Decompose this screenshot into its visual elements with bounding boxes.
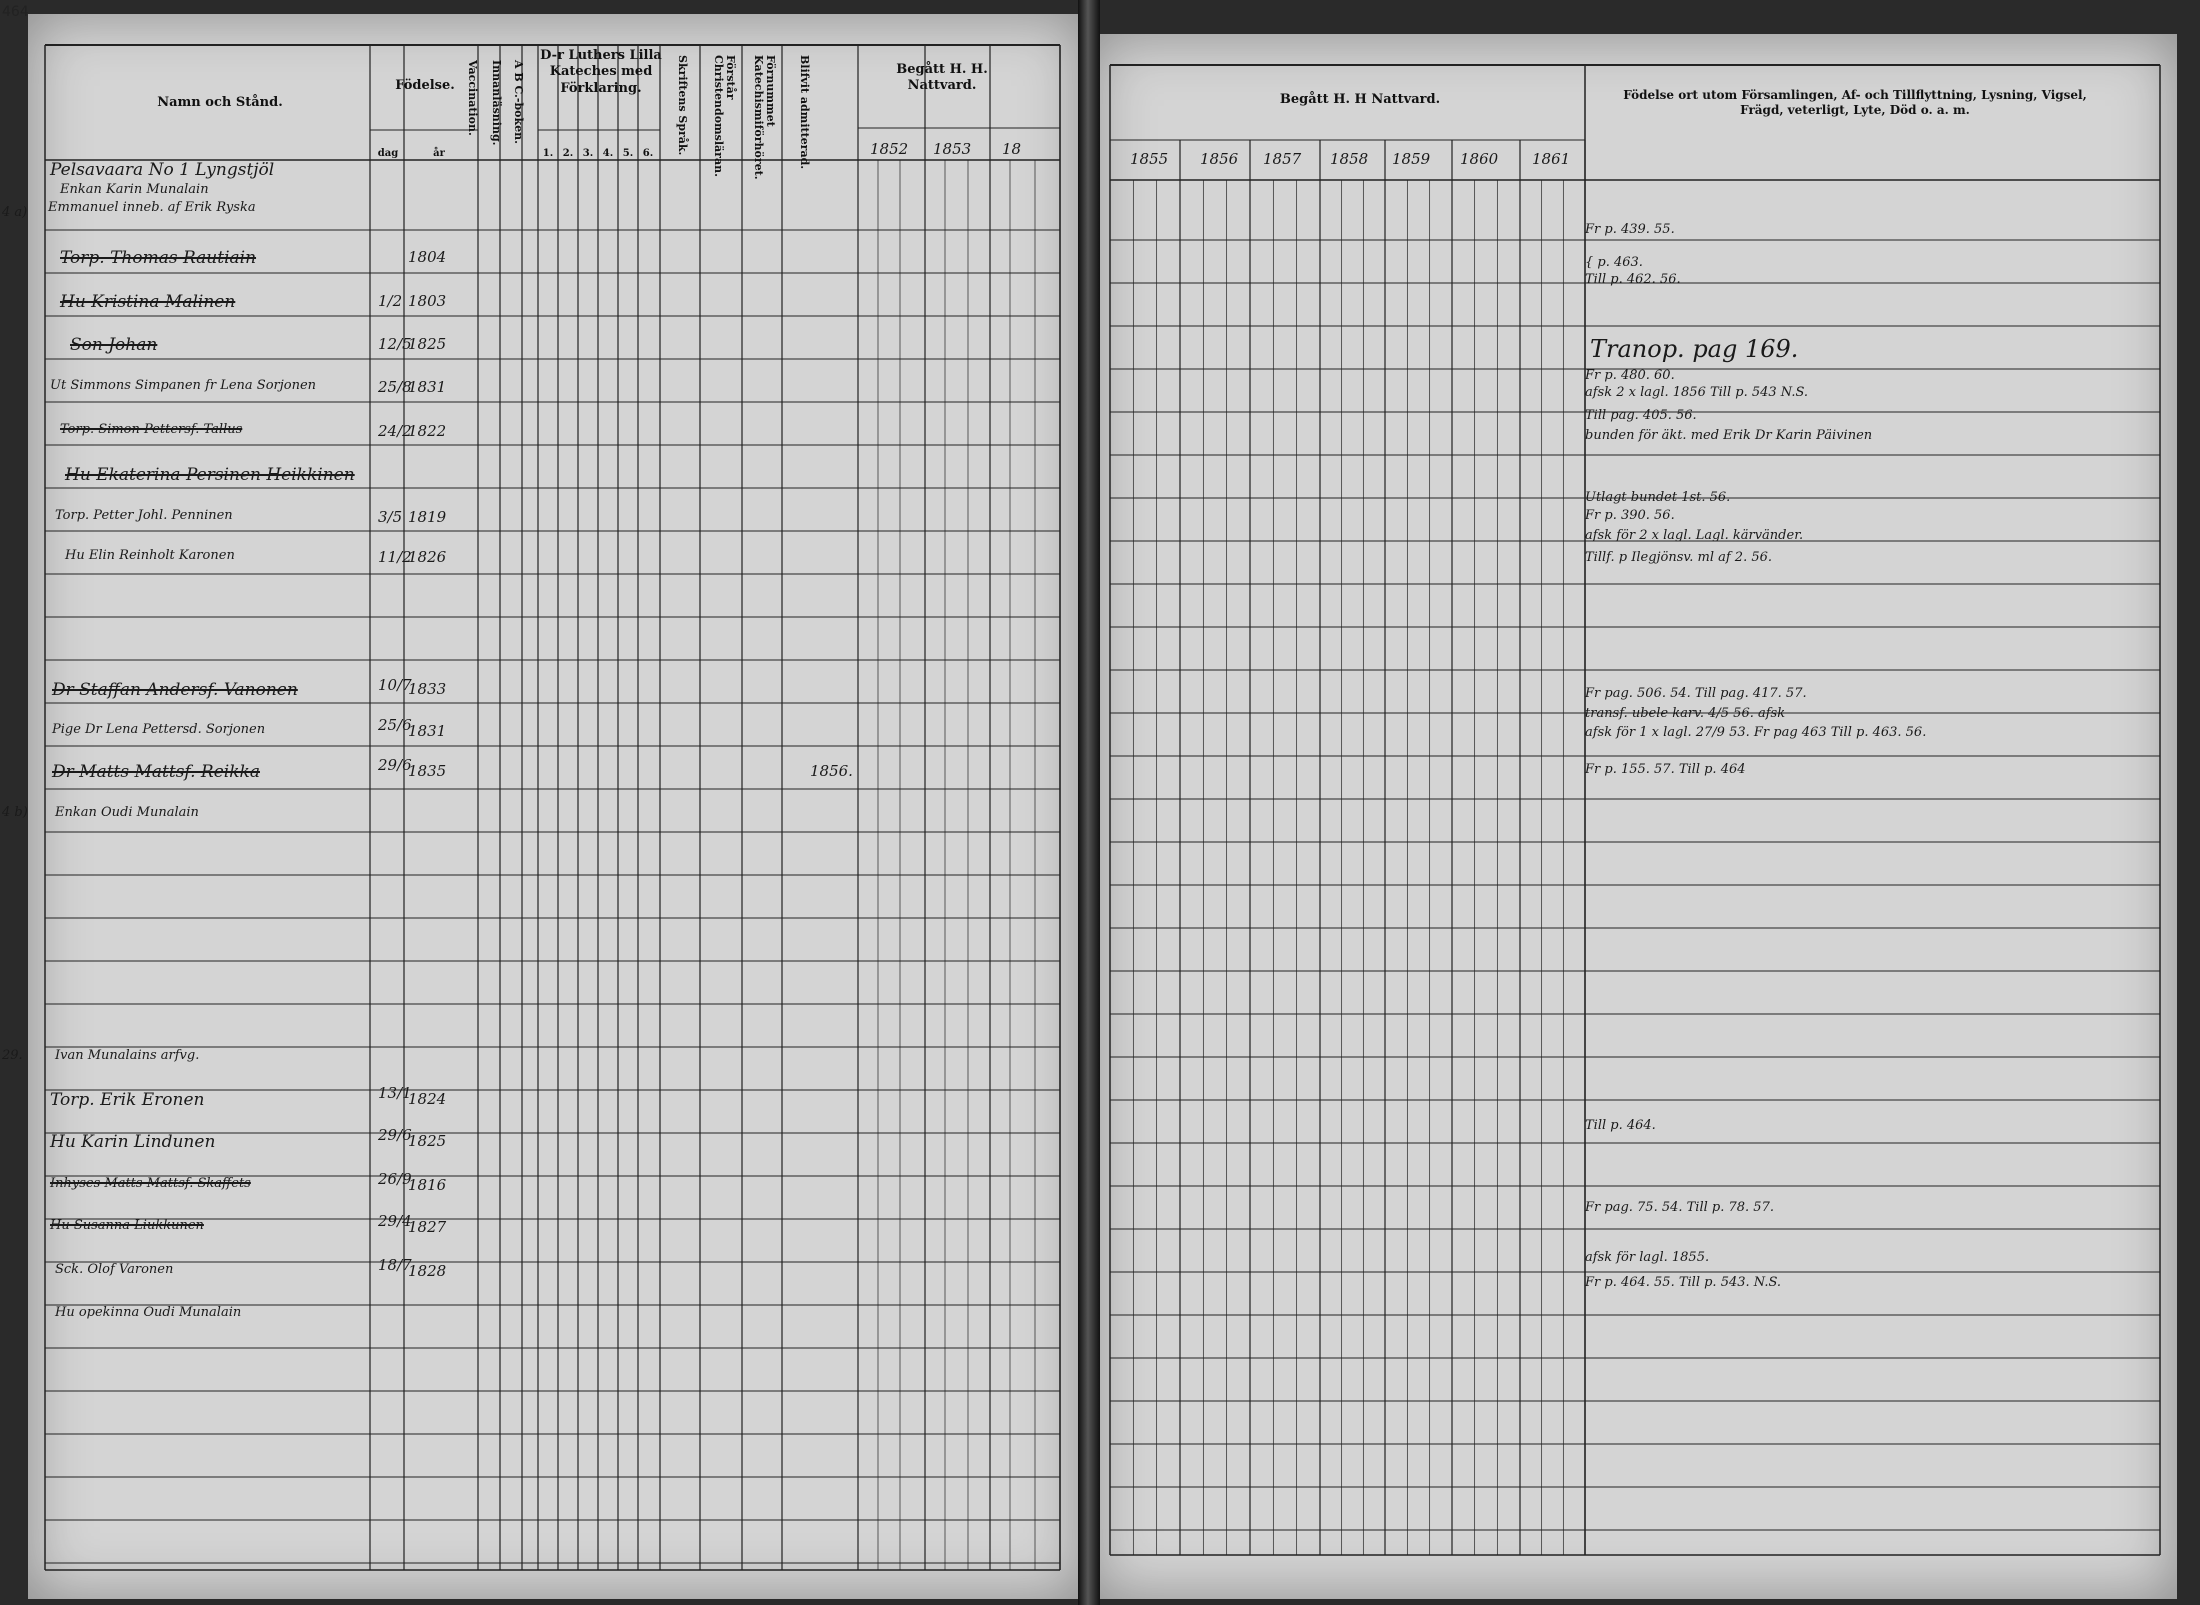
row-name: Torp. Thomas Rautiain [60,248,257,268]
remark-note: Tillf. p Ilegjönsv. ml af 2. 56. [1585,550,1773,565]
remark-note: transf. ubele karv. 4/5 56. afsk [1585,706,1786,721]
header-fornummet: Förnummet Katechismiförhöret. [752,55,778,180]
header-vaccination: Vaccination. [466,60,480,136]
header-abc: A B C.-boken. [512,60,526,144]
row-day: 29/6 [378,1126,412,1144]
header-cat-3: 3. [582,148,594,159]
header-blifvit: Blifvit admitterad. [798,55,812,170]
year-1857: 1857 [1263,150,1302,168]
row-year: 1819 [408,508,447,526]
remark-note: Till p. 464. [1585,1118,1656,1133]
row-year: 1825 [408,1132,447,1150]
remark-note: Fr pag. 75. 54. Till p. 78. 57. [1585,1200,1774,1215]
remark-note: afsk för 2 x lagl. Lagl. kärvänder. [1585,528,1804,543]
year-1858: 1858 [1330,150,1369,168]
header-cat-6: 6. [642,148,654,159]
header-cat-1: 1. [542,148,554,159]
row-name: Hu Susanna Liukkunen [50,1218,204,1233]
row-name: Emmanuel inneb. af Erik Ryska [48,200,256,215]
header-skrift: Skriftens Språk. [676,55,690,156]
header-year: år [433,148,445,159]
remark-note: afsk för lagl. 1855. [1585,1250,1710,1265]
row-name: Torp. Simon Pettersf. Tallus [60,422,243,437]
row-name: Dr Staffan Andersf. Vanonen [52,680,298,700]
remark-note: Fr pag. 506. 54. Till pag. 417. 57. [1585,686,1807,701]
row-year: 1816 [408,1176,447,1194]
header-cat-4: 4. [602,148,614,159]
row-name: Hu Elin Reinholt Karonen [65,548,235,563]
row-name: Hu Kristina Malinen [60,292,236,312]
header-forstar: Förstår Christendomsläran. [712,55,738,177]
row-name: Torp. Erik Eronen [50,1090,205,1110]
remark-note: Fr p. 439. 55. [1585,222,1675,237]
row-name: Pelsavaara No 1 Lyngstjöl [50,160,275,180]
row-year: 1824 [408,1090,447,1108]
row-name: Son Johan [70,335,158,355]
margin-mark: 4 b) [2,805,28,820]
row-name: Ut Simmons Simpanen fr Lena Sorjonen [50,378,317,393]
remark-note: afsk för 1 x lagl. 27/9 53. Fr pag 463 Till p. 463. 56. [1585,725,1927,740]
header-innanlasning: Innanläsning. [490,60,504,146]
row-day: 12/5 [378,335,412,353]
row-name: Ivan Munalains arfvg. [55,1048,200,1063]
row-day: 11/2 [378,548,412,566]
row-year: 1828 [408,1262,447,1280]
row-year: 1827 [408,1218,447,1236]
row-name: Hu Karin Lindunen [50,1132,216,1152]
row-year: 1822 [408,422,447,440]
header-begatt-right: Begått H. H Nattvard. [1279,92,1441,107]
row-day: 10/7 [378,676,412,694]
row-day: 13/1 [378,1084,412,1102]
remark-note: Utlagt bundet 1st. 56. [1585,490,1731,505]
remark-note: Till pag. 405. 56. [1585,408,1697,423]
year-1859: 1859 [1392,150,1431,168]
remark-note: Fr p. 464. 55. Till p. 543. N.S. [1585,1275,1782,1290]
remark-note: Till p. 462. 56. [1585,272,1681,287]
row-day: 3/5 [378,508,403,526]
margin-mark: 4 a) [2,205,28,220]
row-name: Dr Matts Mattsf. Reikka [52,762,260,782]
row-name: Enkan Oudi Munalain [55,805,199,820]
row-name: Enkan Karin Munalain [60,182,209,197]
row-year: 1831 [408,378,447,396]
row-year: 1831 [408,722,447,740]
remark-note: Tranop. pag 169. [1590,335,1799,363]
header-cat-5: 5. [622,148,634,159]
admitted-mark: 1856. [810,762,853,780]
remark-note: Fr p. 390. 56. [1585,508,1675,523]
row-day: 29/4 [378,1212,412,1230]
row-year: 1803 [408,292,447,310]
row-name: Hu Ekaterina Persinen Heikkinen [65,465,355,485]
row-name: Sck. Olof Varonen [55,1262,174,1277]
row-day: 18/7 [378,1256,412,1274]
row-name: Hu opekinna Oudi Munalain [55,1305,242,1320]
row-day: 25/8 [378,378,412,396]
row-year: 1833 [408,680,447,698]
row-day: 26/9 [378,1170,412,1188]
row-day: 25/6 [378,716,412,734]
year-1860: 1860 [1460,150,1499,168]
row-name: Pige Dr Lena Pettersd. Sorjonen [52,722,266,737]
header-birth: Födelse. [395,78,455,93]
row-day: 24/2 [378,422,412,440]
remark-note: Fr p. 155. 57. Till p. 464 [1585,762,1746,777]
remark-note: Fr p. 480. 60. [1585,368,1675,383]
year-1861: 1861 [1532,150,1571,168]
row-year: 1826 [408,548,447,566]
row-day: 29/6 [378,756,412,774]
year-1853: 1853 [933,140,972,158]
year-1852: 1852 [870,140,909,158]
remark-note: afsk 2 x lagl. 1856 Till p. 543 N.S. [1585,385,1809,400]
remark-note: bunden för äkt. med Erik Dr Karin Päivinen [1585,428,1873,443]
header-name: Namn och Stånd. [157,95,283,110]
header-day: dag [377,148,399,159]
header-catechism: D-r Luthers Lilla Kateches med Förklaring. [540,48,662,96]
row-year: 1804 [408,248,447,266]
row-name: Inhyses Matts Mattsf. Skaffets [50,1176,251,1191]
header-begatt-left: Begått H. H. Nattvard. [896,62,988,94]
row-name: Torp. Petter Johl. Penninen [55,508,233,523]
row-year: 1825 [408,335,447,353]
row-day: 1/2 [378,292,403,310]
header-cat-2: 2. [562,148,574,159]
year-18: 18 [1002,140,1022,158]
remark-note: { p. 463. [1585,255,1643,270]
year-1856: 1856 [1200,150,1239,168]
page-number: 464 [2,4,29,20]
year-1855: 1855 [1130,150,1169,168]
header-remarks: Födelse ort utom Församlingen, Af- och Tillflyttning, Lysning, Vigsel, Frägd, veterligt, Lyte, Död o. a. m. [1623,88,2087,117]
row-year: 1835 [408,762,447,780]
margin-mark: 29. [2,1048,23,1063]
